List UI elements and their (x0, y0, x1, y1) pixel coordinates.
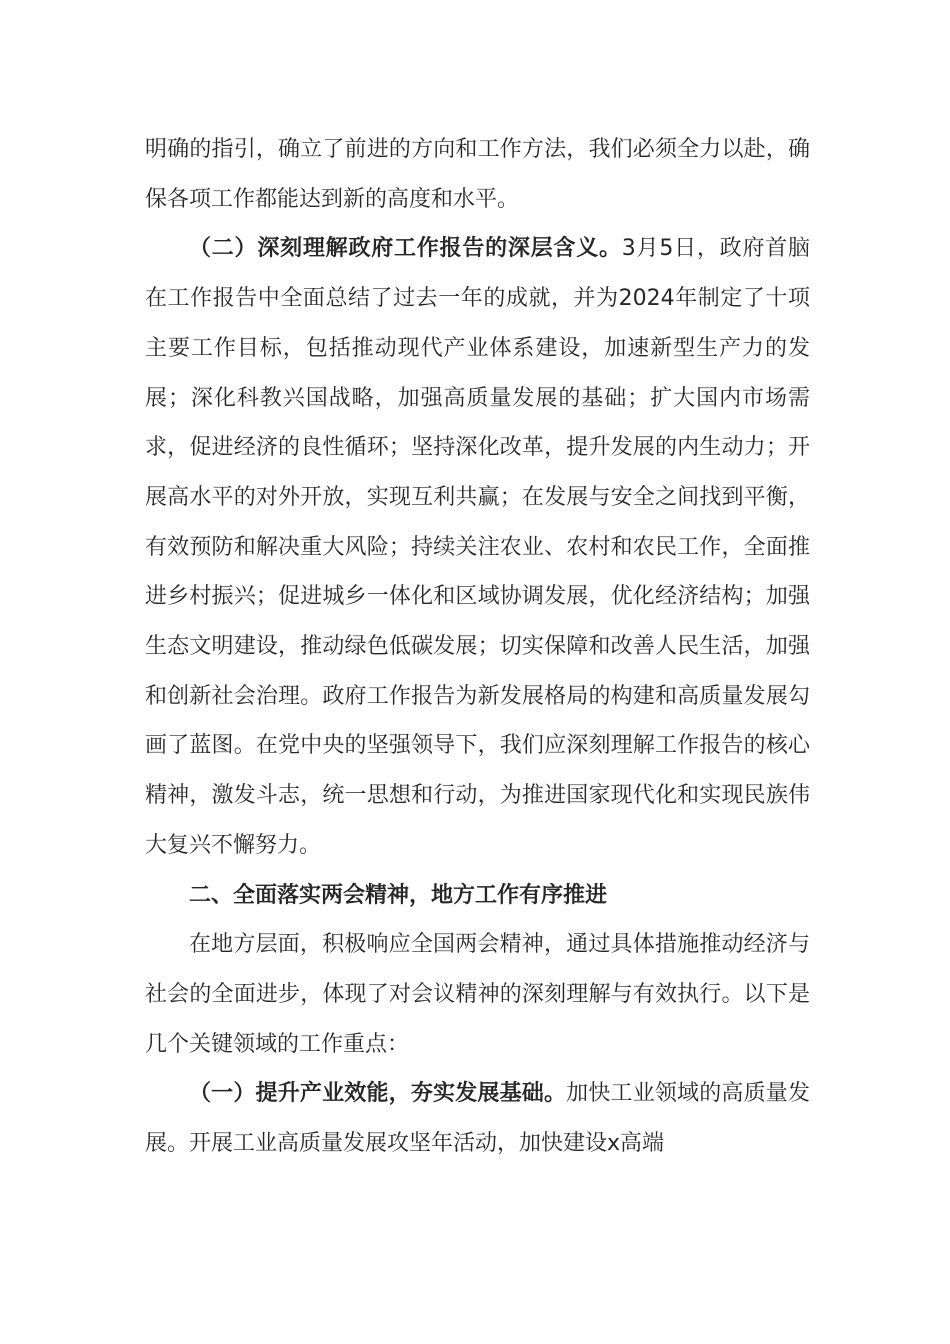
paragraph-text: 明确的指引，确立了前进的方向和工作方法，我们必须全力以赴，确保各项工作都能达到新的高度和水平。 (145, 137, 810, 212)
section-title: 二、全面落实两会精神，地方工作有序推进 (189, 882, 608, 908)
paragraph-text: 加快工业领域的高质量发展。开展工业高质量发展攻坚年活动，加快建设x高端 (145, 1081, 810, 1157)
paragraph-heading: （二）深刻理解政府工作报告的深层含义。 (189, 236, 622, 262)
paragraph-text: 在地方层面，积极响应全国两会精神，通过具体措施推动经济与社会的全面进步，体现了对会议精神的深刻理解与有效执行。以下是几个关键领域的工作重点： (145, 932, 810, 1057)
paragraph-intro (145, 920, 810, 1069)
paragraph-text: 3月5日，政府首脑在工作报告中全面总结了过去一年的成就，并为2024年制定了十项主要工作目标，包括推动现代产业体系建设，加速新型生产力的发展；深化科教兴国战略，加强高质量发展的基础；扩大国内市场需求，促进经济的良性循环；坚持深化改革，提升发展的内生动力；开展高水平的对外开放，实现互利共赢；在发展与安全之间找到平衡，有效预防和解决重大风险；持续关注农业、农村和农民工作，全面推进乡村振兴；促进城乡一体化和区域协调发展，优化经济结构；加强生态文明建设，推动绿色低碳发展；切实保障和改善人民生活，加强和创新社会治理。政府工作报告为新发展格局的构建和高质量发展勾画了蓝图。在党中央的坚强领导下，我们应深刻理解工作报告的核心精神，激发斗志，统一思想和行动，为推进国家现代化和实现民族伟大复兴不懈努力。 (145, 236, 810, 858)
paragraph-section-2 (145, 224, 810, 870)
document-body (145, 125, 810, 1169)
paragraph-heading: （一）提升产业效能，夯实发展基础。 (189, 1081, 567, 1107)
section-heading (145, 871, 810, 921)
paragraph-subsection-1 (145, 1069, 810, 1168)
paragraph-continuation (145, 125, 810, 224)
